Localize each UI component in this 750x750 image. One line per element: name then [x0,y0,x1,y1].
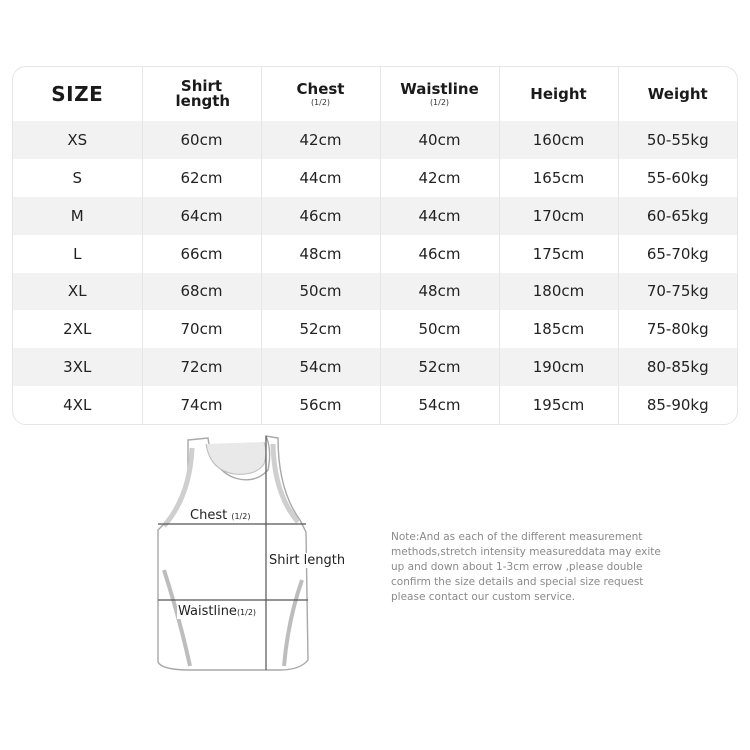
size-cell: XS [13,121,142,159]
diagram-chest-label: Chest (1/2) [190,508,251,523]
table-row [13,235,737,273]
measurement-cell: 60-65kg [618,197,737,235]
header-height: Height [499,67,618,121]
measurement-cell: 60cm [142,121,261,159]
header-waistline: Waistline (1/2) [380,67,499,121]
measurement-cell: 195cm [499,386,618,424]
measurement-note [391,530,691,605]
table-header-row [13,67,737,121]
note-line: confirm the size details and special size request [391,576,644,588]
size-chart-table [12,66,738,425]
measurement-cell: 64cm [142,197,261,235]
measurement-cell: 74cm [142,386,261,424]
measurement-cell: 185cm [499,310,618,348]
table-row [13,310,737,348]
measurement-cell: 46cm [261,197,380,235]
table-row [13,159,737,197]
size-cell: 4XL [63,396,92,415]
note-line: up and down about 1-3cm errow ,please double [391,561,643,573]
table-row [13,121,737,159]
measurement-cell: 180cm [499,273,618,311]
table-row [13,273,737,311]
measurement-cell: 80-85kg [618,348,737,386]
measurement-cell: 48cm [380,273,499,311]
measurement-cell: 70cm [142,310,261,348]
measurement-cell: 190cm [499,348,618,386]
measurement-cell: 170cm [499,197,618,235]
measurement-cell: 46cm [380,235,499,273]
table-row [13,197,737,235]
size-cell: 3XL [13,348,142,386]
measurement-cell: 160cm [499,121,618,159]
size-cell: S [72,168,83,187]
measurement-cell: 68cm [142,273,261,311]
header-shirt-length: Shirt length [142,67,261,121]
measurement-cell: 40cm [380,121,499,159]
measurement-cell: 70-75kg [618,273,737,311]
measurement-cell: 52cm [261,310,380,348]
diagram-waistline-label: Waistline(1/2) [178,604,257,619]
measurement-cell: 52cm [380,348,499,386]
measurement-cell: 50cm [380,310,499,348]
measurement-cell: 42cm [380,159,499,197]
note-line: please contact our custom service. [391,591,576,603]
measurement-cell: 44cm [380,197,499,235]
measurement-cell: 50cm [261,273,380,311]
size-cell: 2XL [63,320,92,339]
measurement-cell: 50-55kg [618,121,737,159]
measurement-cell: 44cm [261,159,380,197]
measurement-cell: 54cm [380,386,499,424]
measurement-cell: 56cm [261,386,380,424]
measurement-cell: 55-60kg [618,159,737,197]
header-chest: Chest (1/2) [261,67,380,121]
measurement-cell: 62cm [142,159,261,197]
measurement-cell: 175cm [499,235,618,273]
measurement-cell: 48cm [261,235,380,273]
measurement-cell: 72cm [142,348,261,386]
header-weight: Weight [618,67,737,121]
measurement-cell: 65-70kg [618,235,737,273]
table-row [13,348,737,386]
diagram-shirt-length-label: Shirt length [269,553,346,568]
measurement-cell: 85-90kg [618,386,737,424]
note-line: methods,stretch intensity measureddata may exite [391,546,661,558]
size-cell: L [73,244,82,263]
measurement-cell: 75-80kg [618,310,737,348]
size-cell: XL [13,273,142,311]
measurement-cell: 165cm [499,159,618,197]
header-size: SIZE [51,81,104,106]
table-row [13,386,737,424]
note-line: Note:And as each of the different measurement [391,531,643,543]
size-cell: M [13,197,142,235]
measurement-cell: 42cm [261,121,380,159]
measurement-cell: 66cm [142,235,261,273]
measurement-cell: 54cm [261,348,380,386]
